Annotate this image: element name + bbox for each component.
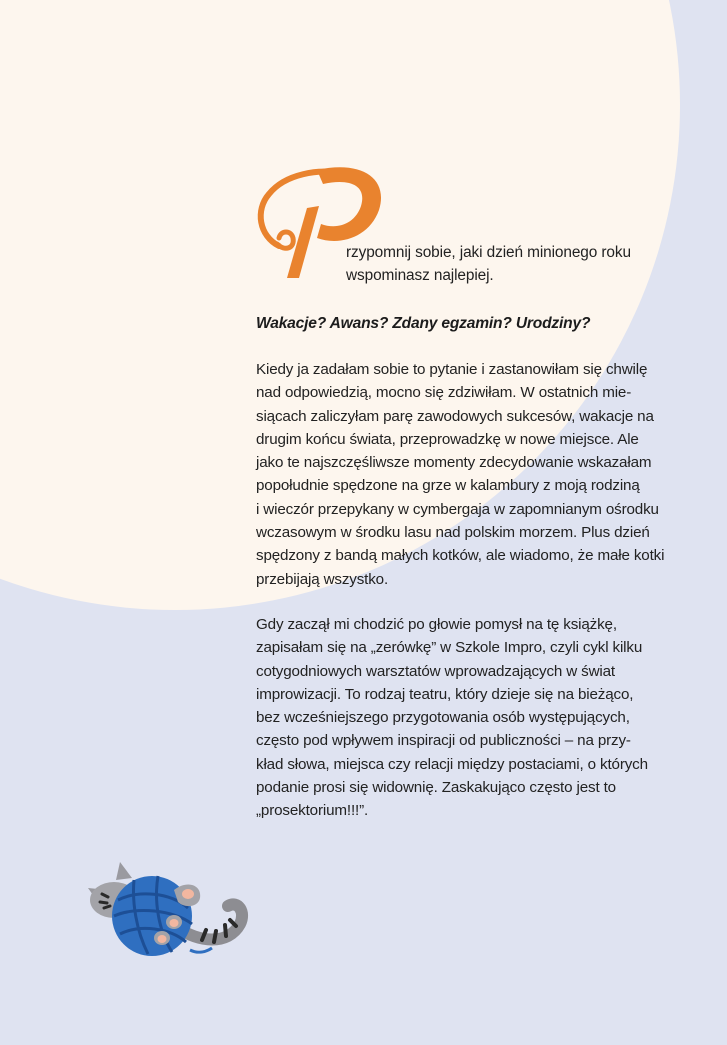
paragraph-2 (256, 613, 676, 823)
paragraph-line: podanie prosi się widownię. Zaskakująco często jest to (256, 779, 616, 797)
intro-line-2: wspominasz najlepiej. (346, 267, 494, 284)
paragraph-line: i wieczór przepykany w cymbergaja w zapomnianym ośrodku (256, 500, 659, 518)
paragraph-line: przebijają wszystko. (256, 570, 389, 588)
paragraph-line: nad odpowiedzią, mocno się zdziwiłam. W ostatnich mie- (256, 384, 632, 402)
paragraph-line: „prosektorium!!!”. (256, 802, 369, 820)
cat-with-yarn-ball-icon (78, 850, 258, 960)
paragraph-line: cotygodniowych warsztatów wprowadzających w świat (256, 662, 615, 680)
intro-line-1: rzypomnij sobie, jaki dzień minionego roku (346, 244, 631, 261)
paragraph-line: jako te najszczęśliwsze momenty zdecydowanie wskazałam (256, 454, 652, 472)
dropcap-text: P (255, 160, 256, 161)
paragraph-line: drugim końcu świata, przeprowadzkę w nowe miejsce. Ale (256, 430, 639, 448)
question-heading: Wakacje? Awans? Zdany egzamin? Urodziny? (256, 315, 591, 332)
paragraph-line: Gdy zaczął mi chodzić po głowie pomysł na tę książkę, (256, 616, 617, 633)
paragraph-line: spędzony z bandą małych kotków, ale wiadomo, że małe kotki (256, 547, 665, 565)
paragraph-line: siącach zaliczyłam parę zawodowych sukcesów, wakacje na (256, 407, 654, 425)
paragraph-line: często pod wpływem inspiracji od publiczności – na przy- (256, 732, 631, 750)
paragraph-line: Kiedy ja zadałam sobie to pytanie i zastanowiłam się chwilę (256, 361, 648, 378)
paragraph-line: wczasowym w środku lasu nad polskim morzem. Plus dzień (256, 524, 650, 542)
paragraph-line: bez wcześniejszego przygotowania osób występujących, (256, 709, 630, 727)
dropcap-letter-p (255, 160, 387, 282)
paragraph-line: improwizacji. To rodzaj teatru, który dzieje się na bieżąco, (256, 685, 634, 703)
paragraph-line: zapisałam się na „zerówkę” w Szkole Impro, czyli cykl kilku (256, 639, 643, 657)
paragraph-line: popołudnie spędzone na grze w kalambury z moją rodziną (256, 477, 640, 495)
paragraph-line: kład słowa, miejsca czy relacji między postaciami, o których (256, 755, 648, 773)
paragraph-1 (256, 358, 676, 591)
